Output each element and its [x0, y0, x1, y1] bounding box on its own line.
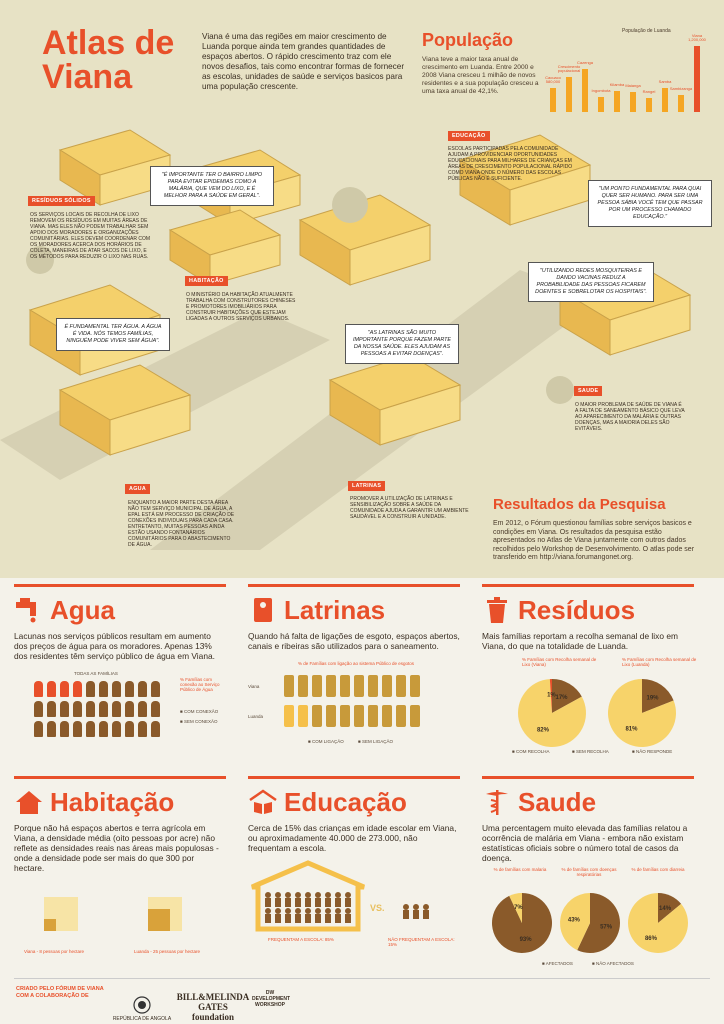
child-body: [285, 898, 291, 907]
child-icon: [325, 908, 331, 914]
waste-pie-title-luanda: % Famílias com Recolha semanal de Lixo (Luanda): [622, 657, 697, 667]
callout-latrinas-text: PROMOVER A UTILIZAÇÃO DE LATRINAS E SENSIBILIZAÇÃO SOBRE A SAÚDE DA COMUNIDADE AJUDA A GARANTIR UM AMBIENTE SAUDÁVEL E A CONSTRUIR A UNIDADE.: [350, 496, 469, 520]
child-icon: [325, 892, 331, 898]
population-chart: [540, 14, 716, 122]
child-body: [305, 914, 311, 923]
latrine-icon: [382, 705, 392, 727]
person-icon: [34, 721, 43, 737]
density-label-viana: Viana - 8 pessoas por hectare: [24, 949, 84, 954]
section-title: Agua: [50, 595, 115, 625]
people-row: [34, 681, 174, 701]
waste-pie-title-viana: % Famílias com Recolha semanal de Lixo (Viana): [522, 657, 597, 667]
latrine-icon: [326, 705, 336, 727]
latrine-icon: [396, 705, 406, 727]
child-body: [403, 910, 409, 919]
pie-label: 93%: [519, 937, 532, 944]
section-description: Mais famílias reportam a recolha semanal de lixo em Viana, do que na totalidade de Luanda.: [482, 631, 678, 651]
latrine-chart: [248, 659, 460, 749]
pie-label: 7%: [514, 904, 523, 911]
caduceus-icon: [482, 788, 512, 816]
trash-bin-icon: [482, 596, 512, 624]
callout-latrinas-label: LATRINAS: [348, 481, 385, 491]
child-icon: [335, 908, 341, 914]
not-attend-label: NÃO FREQUENTAM A ESCOLA: 15%: [388, 937, 455, 947]
population-bar: [630, 92, 636, 112]
logo-gates: BILL&MELINDA GATES foundation: [176, 992, 250, 1022]
house-icon: [14, 788, 44, 816]
pie-label: 82%: [536, 727, 549, 734]
legend-no-answer: ■ NÃO RESPONDE: [632, 749, 673, 754]
latrine-icon: [382, 675, 392, 697]
quote-saude: "UTILIZANDO REDES MOSQUITEIRAS E DANDO VACINAS REDUZ A PROBABILIDADE DAS PESSOAS FICAREM DOENTES E SOBRELOTAR OS HOSPITAIS".: [528, 262, 654, 302]
legend-not-affected-label: NÃO AFECTADOS: [595, 961, 634, 966]
legend-not-collected-label: SEM RECOLHA: [575, 749, 609, 754]
child-icon: [423, 904, 429, 910]
waste-pies: [482, 657, 697, 757]
section-residuos: [482, 584, 697, 757]
person-icon: [151, 701, 160, 717]
population-bar-label: Samba: [658, 78, 672, 84]
callout-habitacao-label: HABITAÇÃO: [185, 276, 228, 286]
latrine-icon: [396, 675, 406, 697]
callout-saude-text: O MAIOR PROBLEMA DE SAÚDE DE VIANA É A FALTA DE SANEAMENTO BÁSICO QUE LEVA AO APARECIMENTO DA MALÁRIA E OUTRAS DOENÇAS, MAS A MAIORIA DELES SÃO EVITÁVEIS.: [575, 402, 685, 432]
attend-label: FREQUENTAM A ESCOLA: 85%: [268, 937, 334, 942]
footer-credit: CRIADO PELO FÓRUM DE VIANA COM A COLABORAÇÃO DE: [16, 986, 104, 999]
population-bar-label: Ingombota: [591, 87, 611, 93]
callout-residuos-label: RESÍDUOS SÓLIDOS: [28, 196, 95, 206]
latrine-icon: [326, 675, 336, 697]
section-description: Porque não há espaços abertos e terra agrícola em Viana, a densidade média (oito pessoas por acre) não reflete as densidades reais nas áreas mais populosas - onde a densidade pode ser mais do que 300 por hectare.: [14, 823, 219, 873]
viana-density-block: [44, 919, 56, 931]
child-body: [295, 914, 301, 923]
school-house-figure: [248, 857, 460, 937]
health-pie-title-diarrhea: % de famílias com diarreia: [631, 867, 685, 872]
logo-angola-label: REPÚBLICA DE ANGOLA: [112, 1016, 172, 1022]
person-icon: [60, 681, 69, 697]
population-chart-title: População de Luanda: [622, 28, 671, 34]
child-body: [275, 914, 281, 923]
person-icon: [151, 681, 160, 697]
population-bar-label: Cacuaco 580,000: [545, 74, 561, 84]
latrine-icon: [284, 705, 294, 727]
section-latrinas: [248, 584, 460, 749]
latrine-icon: [410, 705, 420, 727]
health-pie-charts: [482, 879, 694, 959]
person-icon: [86, 721, 95, 737]
section-title: Habitação: [50, 787, 175, 817]
population-bar: [550, 88, 556, 113]
water-people-chart: [14, 669, 226, 749]
legend-without-connection: ■ SEM LIGAÇÃO: [358, 739, 393, 744]
callout-educacao-label: EDUCAÇÃO: [448, 131, 490, 141]
callout-agua-label: AGUA: [125, 484, 150, 494]
legend-without-connection-label: SEM LIGAÇÃO: [361, 739, 393, 744]
section-divider: [14, 584, 226, 587]
pie-label: 43%: [567, 917, 580, 924]
legend-connected-label: COM CONEXÃO: [183, 709, 219, 714]
child-body: [295, 898, 301, 907]
legend-affected: ■ AFECTADOS: [542, 961, 573, 966]
child-icon: [315, 908, 321, 914]
water-chart-label: TODAS AS FAMÍLIAS: [74, 671, 118, 676]
density-chart: [14, 879, 226, 969]
latrine-icon: [284, 675, 294, 697]
person-icon: [73, 721, 82, 737]
child-icon: [305, 908, 311, 914]
child-body: [275, 898, 281, 907]
quote-agua: É FUNDAMENTAL TER ÁGUA. A ÁGUA É VIDA. NÓS TEMOS FAMÍLIAS, NINGUÉM PODE VIVER SEM ÁGUA".: [56, 318, 170, 351]
person-icon: [60, 701, 69, 717]
section-title: Educação: [284, 787, 407, 817]
pie-label: 17%: [555, 694, 568, 701]
health-pies: [482, 867, 694, 967]
person-icon: [125, 701, 134, 717]
person-icon: [73, 681, 82, 697]
child-body: [325, 898, 331, 907]
pie-label: 19%: [646, 695, 659, 702]
population-bar: [662, 88, 668, 113]
population-bar: [678, 95, 684, 113]
section-divider: [14, 776, 226, 779]
luanda-density-block: [148, 909, 170, 931]
callout-saude-label: SAUDE: [574, 386, 602, 396]
legend-connected: ■ COM CONEXÃO: [180, 709, 219, 714]
person-icon: [138, 701, 147, 717]
person-icon: [99, 721, 108, 737]
section-divider: [248, 776, 460, 779]
child-body: [345, 898, 351, 907]
latrine-icon: [410, 675, 420, 697]
person-icon: [138, 721, 147, 737]
latrine-row-label: Luanda: [248, 714, 264, 719]
latrine-icon: [312, 675, 322, 697]
population-bar: [694, 46, 700, 113]
section-title: Resíduos: [518, 595, 636, 625]
section-saude: [482, 776, 694, 967]
latrine-icon: [368, 675, 378, 697]
child-body: [315, 914, 321, 923]
child-icon: [315, 892, 321, 898]
person-icon: [138, 681, 147, 697]
child-icon: [285, 908, 291, 914]
latrine-icon: [340, 675, 350, 697]
quote-educacao: "UM PONTO FUNDAMENTAL PARA QUAI QUER SER HUMANO. PARA SER UMA PESSOA SÁBIA VOCÊ TEM QUE PASSAR POR UM PROCESSO CHAMADO EDUCAÇÃO.": [588, 180, 712, 227]
legend-not-connected: ■ SEM CONEXÃO: [180, 719, 218, 724]
latrine-icon: [298, 675, 308, 697]
legend-not-affected: ■ NÃO AFECTADOS: [592, 961, 634, 966]
population-title: População: [422, 30, 514, 50]
child-icon: [413, 904, 419, 910]
child-icon: [345, 892, 351, 898]
child-body: [315, 898, 321, 907]
legend-with-connection: ■ COM LIGAÇÃO: [308, 739, 344, 744]
population-bar: [598, 97, 604, 112]
child-body: [335, 914, 341, 923]
legend-collected: ■ COM RECOLHA: [512, 749, 550, 754]
quote-residuos: "É IMPORTANTE TER O BAIRRO LIMPO PARA EVITAR EPIDEMIAS COMO A MALÁRIA, QUE VEM DO LIXO, E É MELHOR PARA A SAÚDE EM GERAL".: [150, 166, 274, 206]
population-bar-label: Viana 1,200,000: [688, 32, 706, 42]
child-icon: [335, 892, 341, 898]
section-agua: [14, 584, 226, 749]
legend-with-connection-label: COM LIGAÇÃO: [311, 739, 344, 744]
latrine-icon: [354, 675, 364, 697]
pie-label: 57%: [600, 924, 613, 931]
legend-collected-label: COM RECOLHA: [515, 749, 550, 754]
population-bar-label: Crescimento populacional: [557, 64, 581, 73]
person-icon: [112, 721, 121, 737]
person-icon: [73, 701, 82, 717]
person-icon: [99, 701, 108, 717]
person-icon: [47, 721, 56, 737]
population-bar-label: Cazenga: [576, 59, 593, 65]
child-body: [413, 910, 419, 919]
intro-text: Viana é uma das regiões em maior crescimento de Luanda porque ainda tem grandes quantidades de espaços abertos. O rápido crescimento traz com ele novos desafios, tais como encontrar formas de fornecer as escolas, unidades de saúde e serviços basicos para uma população crescente.: [202, 32, 405, 91]
person-icon: [86, 701, 95, 717]
child-icon: [295, 892, 301, 898]
people-row: [34, 701, 174, 721]
person-icon: [34, 701, 43, 717]
latrine-chart-title: % de Famílias com ligação ao sistema Público de esgotos: [298, 661, 415, 666]
section-divider: [482, 776, 694, 779]
water-side-label: % Famílias com conexão ao Serviço Público de Água: [180, 677, 220, 692]
child-body: [285, 914, 291, 923]
section-description: Quando há falta de ligações de esgoto, espaços abertos, canais e ribeiras são utilizados para o saneamento.: [248, 631, 460, 651]
latrine-row: [248, 675, 460, 699]
latrine-row-label: Viana: [248, 684, 260, 689]
section-title: Latrinas: [284, 595, 386, 625]
health-pie-title-respiratory: % de famílias com doenças respiratórias: [561, 867, 617, 877]
latrine-icon: [354, 705, 364, 727]
legend-not-collected: ■ SEM RECOLHA: [572, 749, 609, 754]
child-icon: [275, 908, 281, 914]
book-icon: [248, 788, 278, 816]
person-icon: [60, 721, 69, 737]
population-bar: [646, 98, 652, 112]
waste-pie-charts: [482, 669, 694, 759]
person-icon: [151, 721, 160, 737]
page-title: Atlas de Viana: [42, 24, 175, 96]
person-icon: [47, 681, 56, 697]
child-icon: [285, 892, 291, 898]
child-icon: [265, 892, 271, 898]
logo-angola: [112, 996, 172, 1022]
child-icon: [265, 908, 271, 914]
density-squares: [14, 879, 226, 949]
child-body: [345, 914, 351, 923]
child-body: [325, 914, 331, 923]
health-pie-title-malaria: % de famílias com malaria: [493, 867, 547, 872]
person-icon: [125, 721, 134, 737]
population-bar-label: Sambizanga: [669, 85, 693, 91]
population-bar-label: Rangel: [642, 89, 656, 94]
results-title: Resultados da Pesquisa: [493, 496, 666, 513]
child-body: [265, 914, 271, 923]
latrine-icon: [248, 596, 278, 624]
water-people-grid: [34, 681, 174, 741]
child-icon: [295, 908, 301, 914]
latrine-icon: [368, 705, 378, 727]
legend-affected-label: AFECTADOS: [545, 961, 573, 966]
population-bar: [614, 91, 620, 112]
child-body: [423, 910, 429, 919]
people-row: [34, 721, 174, 741]
section-description: Uma percentagem muito elevada das famílias relatou a ocorrência de malária em Viana - embora não existam estatísticas oficiais sobre o número total de casos da doença.: [482, 823, 688, 863]
child-icon: [403, 904, 409, 910]
latrine-icon: [298, 705, 308, 727]
section-educacao: [248, 776, 460, 957]
section-description: Cerca de 15% das crianças em idade escolar em Viana, ou aproximadamente 40.000 de 273.000, não frequentam a escola.: [248, 823, 457, 853]
population-bar-label: Kilamba: [609, 82, 625, 87]
population-bar-label: Maianga: [625, 83, 641, 89]
child-icon: [305, 892, 311, 898]
section-divider: [482, 584, 694, 587]
callout-educacao-text: ESCOLAS PARTICIPADAS PELA COMUNIDADE AJUDAM A PROVIDENCIAR OPORTUNIDADES EDUCACIONAIS PARA MILHARES DE CRIANÇAS EM ÁREAS DE CRESCIMENTO POPULACIONAL RÁPIDO COMO VIANA ONDE O NÚMERO DAS ESCOLAS PÚBLICAS NÃO É SUFICIENTE.: [448, 146, 573, 182]
density-label-luanda: Luanda - 25 pessoas por hectare: [134, 949, 201, 954]
school-chart: [248, 857, 460, 957]
child-body: [335, 898, 341, 907]
child-body: [305, 898, 311, 907]
person-icon: [47, 701, 56, 717]
legend-not-connected-label: SEM CONEXÃO: [183, 719, 218, 724]
pie-label: 14%: [659, 906, 672, 913]
person-icon: [125, 681, 134, 697]
pie-label: 1%: [547, 692, 556, 699]
section-description: Lacunas nos serviços públicos resultam em aumento dos preços de água para os moradores. Apenas 13% dos residentes têm serviço público de água em Viana.: [14, 631, 215, 661]
person-icon: [34, 681, 43, 697]
callout-residuos-text: OS SERVIÇOS LOCAIS DE RECOLHA DE LIXO REMOVEM OS RESÍDUOS EM MUITAS ÁREAS DE VIANA. MAS ELES NÃO PODEM TRABALHAR SEM APOIO DOS MORADORES E ORGANIZAÇÕES COMUNITÁRIAS. ELES DEVEM COORDENAR COM OS MORADORES ACERCA DOS HORÁRIOS DE COLETA, MANEIRAS DE ATAR SACOS DE LIXO, E OS MÉTODOS PARA REDUZIR O LIXO NAS RUAS.: [30, 212, 151, 260]
callout-habitacao-text: O MINISTÉRIO DA HABITAÇÃO ATUALMENTE TRABALHA COM CONSTRUTORES CHINESES E PROMOTORES IMOBILIÁRIOS PARA CONSTRUIR HABITAÇÕES QUE ESTEJAM LIGADAS A OUTROS SERVIÇOS URBANOS.: [186, 292, 296, 322]
child-icon: [345, 908, 351, 914]
population-text: Viana teve a maior taxa anual de crescimento em Luanda. Entre 2000 e 2008 Viana cresceu 1 milhão de novos residentes e a sua população cresceu a uma taxa anual de 42,1%.: [422, 56, 539, 95]
person-icon: [112, 701, 121, 717]
footer-divider: [14, 978, 710, 979]
versus-label: VS.: [370, 903, 385, 913]
child-body: [265, 898, 271, 907]
angola-seal-icon: [133, 996, 151, 1014]
section-title: Saude: [518, 787, 597, 817]
quote-latrinas: "AS LATRINAS SÃO MUITO IMPORTANTE PORQUE FAZEM PARTE DA NOSSA SAÚDE. ELES AJUDAM AS PESSOAS A EVITAR DOENÇAS".: [345, 324, 459, 364]
pie-label: 81%: [625, 726, 638, 733]
latrine-icon: [340, 705, 350, 727]
tap-icon: [14, 596, 44, 624]
legend-no-answer-label: NÃO RESPONDE: [635, 749, 673, 754]
pie-label: 86%: [644, 935, 657, 942]
section-habitacao: [14, 776, 226, 969]
person-icon: [112, 681, 121, 697]
person-icon: [86, 681, 95, 697]
latrine-row: [248, 705, 460, 729]
latrine-icon: [312, 705, 322, 727]
results-text: Em 2012, o Fórum questionou famílias sobre serviços basicos e condições em Viana. Os resultados da pesquisa estão apresentados no Atlas de Viana juntamente com outros dados recolhidos pelo Workshop de Desenvolvimento. O atlas pode ser transferido em http://viana.forumangonet.org.: [493, 520, 695, 561]
person-icon: [99, 681, 108, 697]
child-icon: [275, 892, 281, 898]
logo-dw: DW DEVELOPMENT WORKSHOP: [252, 990, 291, 1008]
population-bar: [566, 77, 572, 112]
section-divider: [248, 584, 460, 587]
callout-agua-text: ENQUANTO A MAIOR PARTE DESTA ÁREA NÃO TEM SERVIÇO MUNICIPAL DE ÁGUA, A EPAL ESTÁ EM PROCESSO DE CRIAÇÃO DE CONEXÕES INDIVIDUAIS PARA CADA CASA. ENTRETANTO, MUITAS PESSOAS AINDA ESTÃO USANDO FONTANÁRIOS COMUNITÁRIOS PARA O ABASTECIMENTO DE ÁGUA.: [128, 500, 235, 548]
